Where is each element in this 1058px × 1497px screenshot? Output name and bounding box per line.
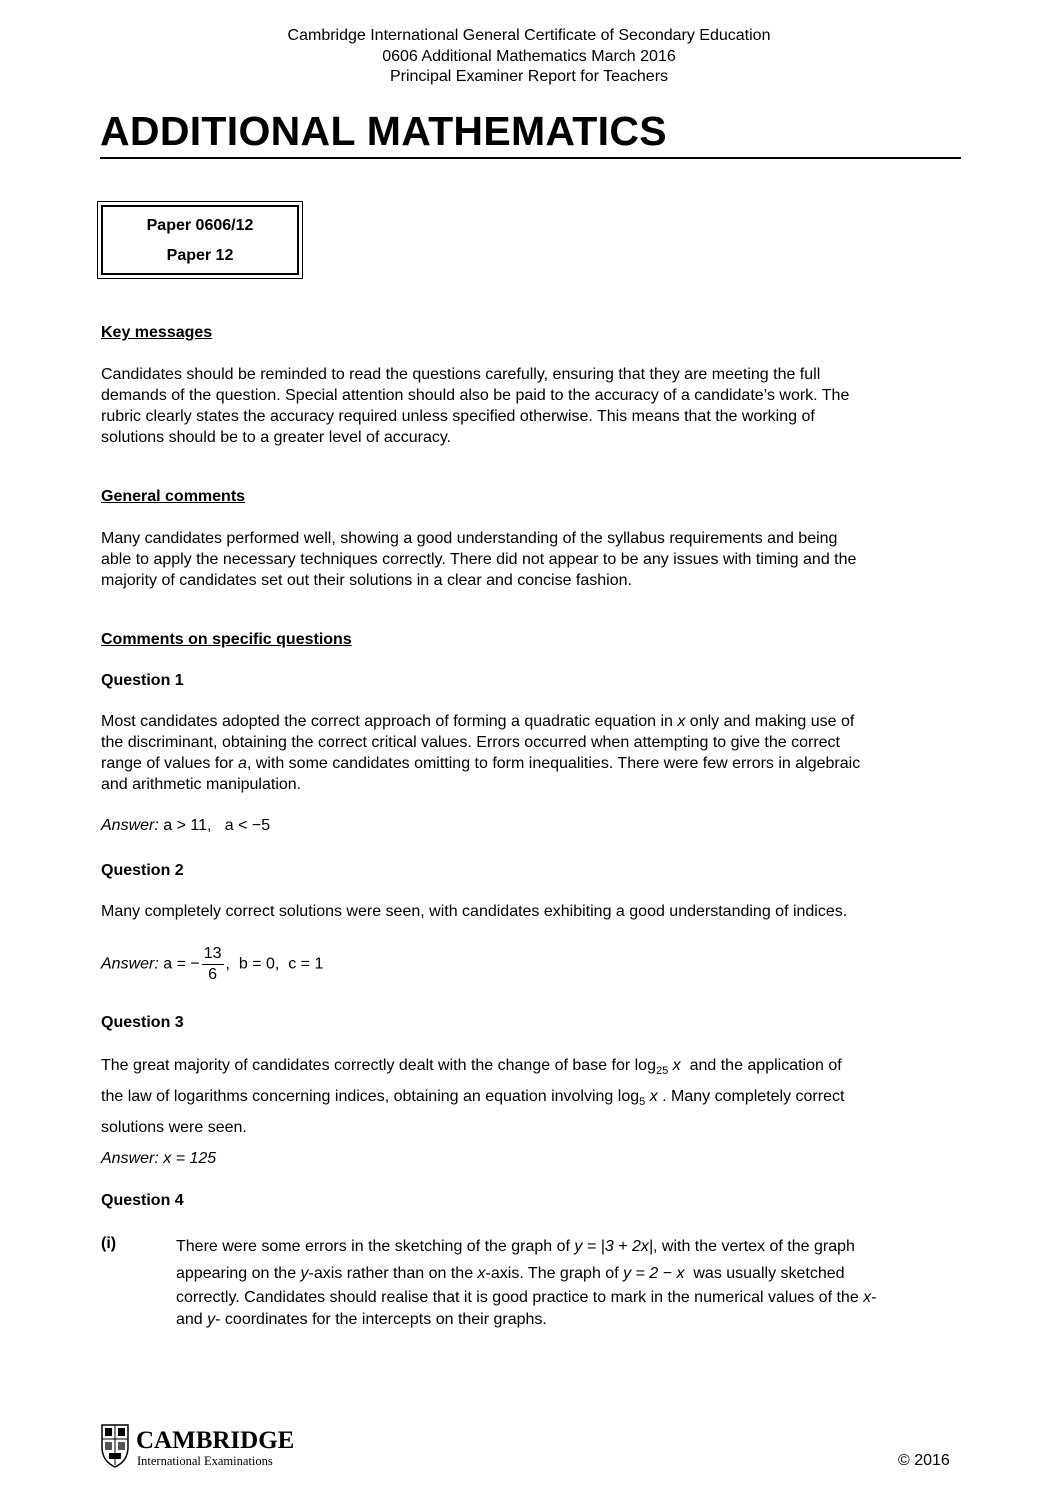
text-line: demands of the question. Special attention should also be paid to the accuracy of a candidate’s work. The: [101, 387, 850, 404]
paper-code: Paper 0606/12: [146, 217, 254, 234]
answer-label: Answer:: [101, 817, 159, 834]
question-title: Question 2: [101, 862, 184, 879]
text-line: Candidates should be reminded to read the questions carefully, ensuring that they are meeting the full: [101, 366, 821, 383]
text-line: rubric clearly states the accuracy required unless specified otherwise. This means that the working of: [101, 408, 815, 425]
text-line: There were some errors in the sketching of the graph of y = |3 + 2x|, with the vertex of the graph: [176, 1238, 855, 1255]
question-2-answer: [101, 944, 961, 985]
header-line-1: Cambridge International General Certificate of Secondary Education: [287, 27, 771, 44]
part-label: (i): [101, 1235, 117, 1252]
cambridge-logo: [100, 1421, 320, 1474]
text-line: able to apply the necessary techniques correctly. There did not appear to be any issues with timing and the: [101, 551, 857, 568]
answer-value: x = 125: [163, 1150, 217, 1167]
text-line: the law of logarithms concerning indices, obtaining an equation involving $\log_5 x$ . Many completely correct: [101, 1088, 845, 1109]
general-comments-text: [101, 528, 961, 591]
question-3-answer: [101, 1148, 961, 1169]
text-line: Most candidates adopted the correct approach of forming a quadratic equation in x only and making use of: [101, 713, 855, 730]
question-2-title: [101, 860, 961, 881]
document-header: [0, 26, 1058, 88]
question-1-title: [101, 670, 961, 691]
shield-icon: [100, 1421, 320, 1469]
general-comments-heading: General comments: [101, 488, 246, 505]
general-comments-section: [101, 486, 961, 507]
text-line: and arithmetic manipulation.: [101, 776, 302, 793]
answer-label: Answer:: [101, 1150, 159, 1167]
title-rule: [100, 157, 961, 159]
text-line: solutions were seen.: [101, 1119, 247, 1137]
question-4-title: [101, 1190, 961, 1211]
logo-wordmark: CAMBRIDGE: [136, 1427, 295, 1454]
question-3-title: [101, 1012, 961, 1033]
text-line: correctly. Candidates should realise that it is good practice to mark in the numerical values of the x-: [176, 1289, 877, 1306]
question-1-answer: [101, 815, 961, 836]
answer-value: a = −: [163, 955, 200, 973]
copyright: © 2016: [898, 1452, 950, 1469]
specific-questions-heading: Comments on specific questions: [101, 631, 352, 648]
key-messages-section: [101, 322, 961, 343]
paper-box: [97, 201, 303, 279]
answer-fraction: $\frac{13}{6}$: [203, 945, 222, 983]
question-3-text: [101, 1053, 961, 1141]
question-2-text: [101, 901, 961, 922]
text-line: and y- coordinates for the intercepts on their graphs.: [176, 1311, 547, 1328]
answer-value: , b = 0, c = 1: [225, 955, 324, 973]
text-line: range of values for a, with some candidates omitting to form inequalities. There were few errors in algebraic: [101, 755, 861, 772]
question-4-part-i-text: [176, 1233, 961, 1331]
header-line-3: Principal Examiner Report for Teachers: [389, 68, 669, 85]
text-line: The great majority of candidates correctly dealt with the change of base for $\log_{25} x$ and the application of: [101, 1057, 842, 1078]
text-line: solutions should be to a greater level of accuracy.: [101, 429, 452, 446]
key-messages-text: [101, 364, 961, 448]
logo-subtitle: International Examinations: [137, 1454, 273, 1468]
key-messages-heading: Key messages: [101, 324, 213, 341]
paper-number: Paper 12: [166, 247, 234, 264]
answer-value: a > 11, a < −5: [163, 817, 271, 834]
text-line: the discriminant, obtaining the correct critical values. Errors occurred when attempting to give the correct: [101, 734, 840, 751]
text-line: Many candidates performed well, showing a good understanding of the syllabus requirements and being: [101, 530, 838, 547]
header-line-2: 0606 Additional Mathematics March 2016: [382, 47, 676, 65]
specific-questions-section: [101, 629, 961, 650]
question-1-text: [101, 711, 961, 795]
question-title: Question 1: [101, 672, 184, 689]
text-line: Many completely correct solutions were seen, with candidates exhibiting a good understanding of indices.: [101, 903, 848, 920]
text-line: majority of candidates set out their solutions in a clear and concise fashion.: [101, 572, 632, 589]
question-title: Question 3: [101, 1014, 184, 1031]
answer-label: Answer:: [101, 955, 159, 973]
question-title: Question 4: [101, 1192, 184, 1209]
text-line: appearing on the y-axis rather than on the x-axis. The graph of y = 2 − x was usually sketched: [176, 1265, 845, 1282]
page-title: ADDITIONAL MATHEMATICS: [100, 108, 667, 154]
